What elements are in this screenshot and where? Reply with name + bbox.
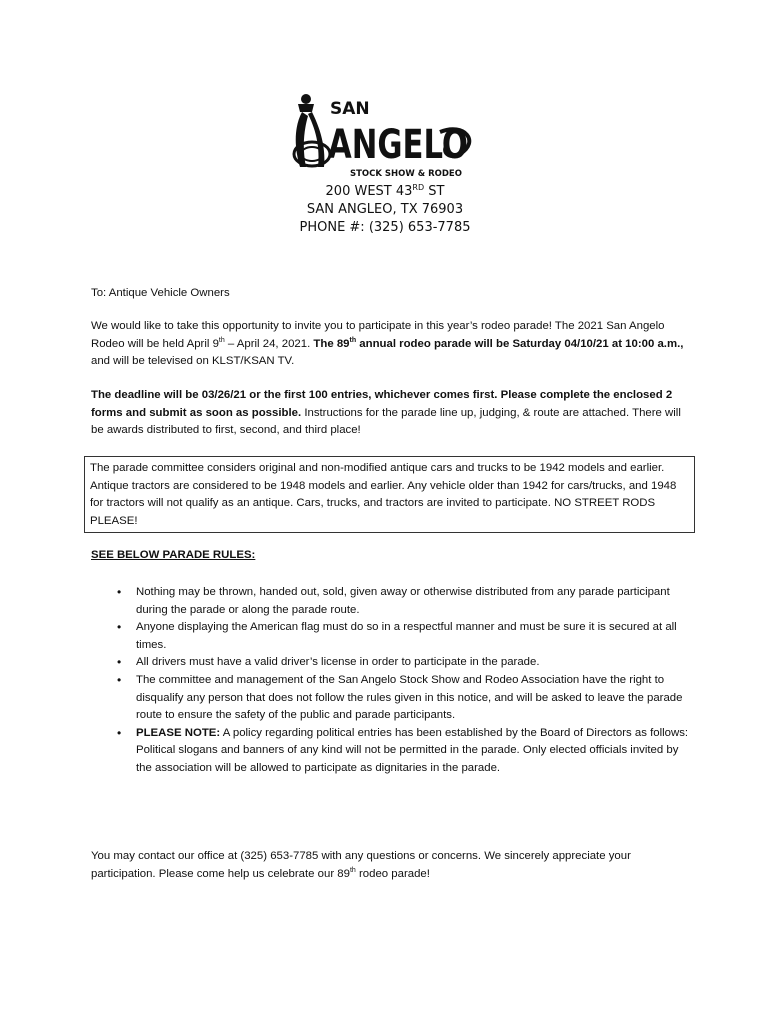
list-item: • Anyone displaying the American flag must do so in a respectful manner and must be sure it is secured at all times. (117, 620, 677, 651)
antique-definition-box: The parade committee considers original and non-modified antique cars and trucks to be 1942 models and earlier. Antique tractors are considered to be 1948 models and earlier. Any vehicle older than 1942 for cars/trucks, and 1948 for tractors will not qualify as an antique. Cars, trucks, and tractors are invited to participate. NO STREET RODS PLEASE! (84, 456, 695, 533)
list-item: • All drivers must have a valid driver’s license in order to participate in the parade. (91, 654, 691, 672)
bullet-icon: • (117, 620, 122, 635)
bullet-icon: • (117, 672, 122, 687)
city-line: SAN ANGLEO, TX 76903 (306, 202, 464, 217)
deadline-paragraph: The deadline will be 03/26/21 or the first 100 entries, whichever comes first. Please complete the enclosed 2 forms and submit as soon as possible. Instructions for the parade line up, judging, & route are attached. There will be awards distributed to first, second, and third place! (91, 389, 681, 437)
closing-paragraph: You may contact our office at (325) 653-7785 with any questions or concerns. We sincerely appreciate your participation. Please come help us celebrate our 89th rodeo parade! (91, 850, 631, 880)
list-item: • Nothing may be thrown, handed out, sold, given away or otherwise distributed from any parade participant during the parade or along the parade route. (117, 585, 670, 616)
intro-paragraph: We would like to take this opportunity to invite you to participate in this year’s rodeo parade! The 2021 San Angelo Rodeo will be held April 9th – April 24, 2021. The 89th annual rodeo parade will be Saturday 04/10/21 at 10:00 a.m., and will be televised on KLST/KSAN TV. (91, 320, 684, 368)
address-block (200, 183, 570, 237)
bullet-icon: • (117, 655, 122, 670)
logo-line3: STOCK SHOW & RODEO (350, 169, 462, 179)
list-item: • PLEASE NOTE: A policy regarding political entries has been established by the Board of Directors as follows: Political slogans and banners of any kind will not be permitted in the parade. Only elected officials invited by the association will be allowed to participate as dignitaries in the parade. (117, 725, 689, 774)
street-line: 200 WEST 43RD ST (325, 183, 445, 199)
rules-list (91, 584, 691, 778)
to-line: To: Antique Vehicle Owners (91, 287, 230, 299)
bullet-icon: • (117, 725, 122, 740)
rules-title: SEE BELOW PARADE RULES: (91, 549, 256, 561)
list-item: • The committee and management of the San Angelo Stock Show and Rodeo Association have the right to disqualify any person that does not follow the rules given in this notice, and will be asked to leave the parade route to ensure the safety of the public and parade participants. (117, 672, 683, 722)
logo-line1: SAN (330, 99, 370, 119)
bullet-icon: • (117, 585, 122, 599)
san-angelo-logo (290, 92, 480, 182)
logo-line2: ANGELO (328, 122, 468, 168)
cowboy-logo-icon (290, 92, 480, 182)
phone-line: PHONE #: (325) 653-7785 (299, 220, 471, 235)
